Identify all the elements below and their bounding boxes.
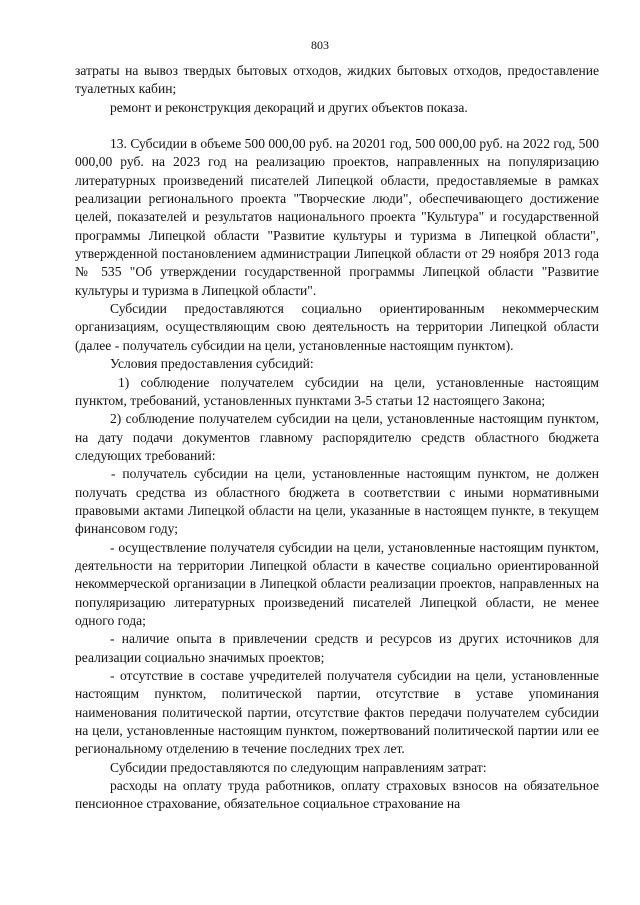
paragraph: Субсидии предоставляются по следующим направлениям затрат: <box>110 759 487 775</box>
paragraph: - осуществление получателя субсидии на цели, установленные настоящим пунктом, деятельности на территории Липецкой области в качестве социально ориентированной некоммерческой организации в Липецкой области реализации проектов, направленных на популяризацию литературных произведений писателей Липецкой области, не менее одного года; <box>75 539 599 628</box>
paragraph: 2) соблюдение получателем субсидии на цели, установленные настоящим пунктом, на дату подачи документов главному распорядителю средств областного бюджета следующих требований: <box>75 411 599 463</box>
paragraph: - получатель субсидии на цели, установленные настоящим пунктом, не должен получать средства из областного бюджета в соответствии с иными нормативными правовыми актами Липецкой области на цели, указанные в настоящем пункте, в текущем финансовом году; <box>75 466 599 537</box>
paragraph: 1) соблюдение получателем субсидии на цели, установленные настоящим пунктом, требований, установленных пунктами 3-5 статьи 12 настоящего Закона; <box>75 374 599 408</box>
paragraph: 13. Субсидии в объеме 500 000,00 руб. на 20201 год, 500 000,00 руб. на 2022 год, 500 000,00 руб. на 2023 год на реализацию проектов, направленных на популяризацию литературных произведений писателей Липецкой области, предоставляемые в рамках реализации регионального проекта "Творческие люди", обеспечивающего достижение целей, показателей и результатов национального проекта "Культура" и государственной программы Липецкой области "Развитие культуры и туризма в Липецкой области", утвержденной постановлением администрации Липецкой области от 29 ноября 2013 года № 535 "Об утверждении государственной программы Липецкой области "Развитие культуры и туризма в Липецкой области". <box>75 136 599 298</box>
paragraph: Условия предоставления субсидий: <box>110 356 314 372</box>
paragraph: затраты на вывоз твердых бытовых отходов, жидких бытовых отходов, предоставление туалетных кабин; <box>75 63 599 97</box>
page-number: 803 <box>311 38 329 52</box>
paragraph: расходы на оплату труда работников, оплату страховых взносов на обязательное пенсионное страхование, обязательное социальное страхование на <box>75 778 599 812</box>
paragraph: Субсидии предоставляются социально ориентированным некоммерческим организациям, осуществляющим свою деятельность на территории Липецкой области (далее - получатель субсидии на цели, установленные настоящим пунктом). <box>75 301 599 353</box>
paragraph: - отсутствие в составе учредителей получателя субсидии на цели, установленные настоящим пунктом, политической партии, отсутствие в уставе упоминания наименования политической партии, отсутствие фактов передачи получателем субсидии на цели, установленные настоящим пунктом, пожертвований политической партии или ее региональному отделению в течение последних трех лет. <box>75 668 599 757</box>
document-body <box>75 62 599 814</box>
paragraph-gap <box>75 117 599 135</box>
paragraph: ремонт и реконструкция декораций и других объектов показа. <box>110 99 468 115</box>
paragraph: - наличие опыта в привлечении средств и ресурсов из других источников для реализации социально значимых проектов; <box>75 631 599 665</box>
